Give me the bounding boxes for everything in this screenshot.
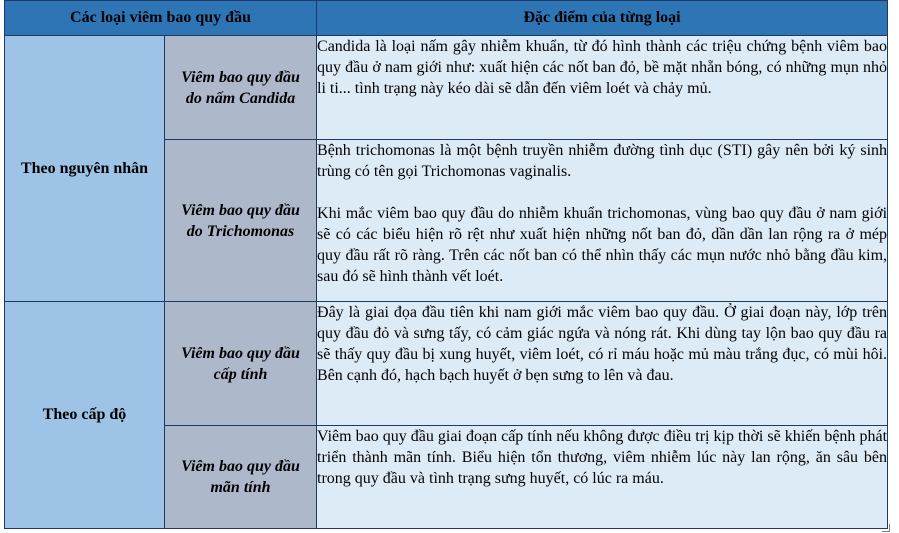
subtype-name-line1: Viêm bao quy đầu <box>181 68 300 86</box>
table-header-row <box>5 1 888 36</box>
subtype-candida <box>165 36 317 140</box>
description-paragraph: Đây là giai đọa đầu tiên khi nam giới mắc viêm bao quy đầu. Ở giai đoạn này, lớp trên quy đầu đỏ và sưng tấy, có cảm giác ngứa và nóng rát. Khi dùng tay lộn bao quy đầu ra sẽ thấy quy đầu bị xung huyết, viêm loét, có rỉ máu hoặc mủ màu trắng đục, có mùi hôi. Bên cạnh đó, hạch bạch huyết ở bẹn sưng to lên và đau. <box>317 304 888 384</box>
table-row <box>5 36 888 140</box>
subtype-name-line1: Viêm bao quy đầu <box>181 201 300 219</box>
category-by-severity: Theo cấp độ <box>5 302 165 529</box>
description-paragraph: Bệnh trichomonas là một bệnh truyền nhiễm đường tình dục (STI) gây nên bởi ký sinh trùng có tên gọi Trichomonas vaginalis. <box>317 142 888 180</box>
description-chronic <box>317 426 888 529</box>
description-paragraph: Viêm bao quy đầu giai đoạn cấp tính nếu không được điều trị kịp thời sẽ khiến bệnh phát triển thành mãn tính. Biểu hiện tổn thương, viêm nhiễm lúc này lan rộng, ăn sâu bên trong quy đầu và tình trạng sưng huyết, có lúc ra máu. <box>317 428 888 487</box>
balanitis-types-table <box>4 0 888 529</box>
subtype-name-line1: Viêm bao quy đầu <box>181 344 300 362</box>
page-corner-mark <box>882 524 890 532</box>
header-type-column: Các loại viêm bao quy đầu <box>5 1 317 36</box>
subtype-chronic <box>165 426 317 529</box>
subtype-name-line2: cấp tính <box>213 365 268 383</box>
description-trichomonas <box>317 140 888 302</box>
header-features-column: Đặc điểm của từng loại <box>317 1 888 36</box>
subtype-name-line2: do nấm Candida <box>185 89 296 107</box>
description-candida <box>317 36 888 140</box>
description-paragraph: Khi mắc viêm bao quy đầu do nhiễm khuẩn trichomonas, vùng bao quy đầu ở nam giới sẽ có các biểu hiện rõ rệt như xuất hiện những nốt ban đỏ, dần dần lan rộng ra ở mép quy đầu rất rõ ràng. Trên các nốt ban có thể nhìn thấy các mụn nước nhỏ bằng đầu kim, sau đó sẽ hình thành vết loét. <box>317 205 888 285</box>
subtype-name-line1: Viêm bao quy đầu <box>181 458 300 475</box>
subtype-name-line2: do Trichomonas <box>186 222 295 240</box>
subtype-name-line2: mãn tính <box>210 479 271 496</box>
category-by-cause: Theo nguyên nhân <box>5 36 165 302</box>
description-acute <box>317 302 888 426</box>
subtype-trichomonas <box>165 140 317 302</box>
table-row <box>5 302 888 426</box>
subtype-acute <box>165 302 317 426</box>
description-paragraph: Candida là loại nấm gây nhiễm khuẩn, từ đó hình thành các triệu chứng bệnh viêm bao quy đầu ở nam giới như: xuất hiện các nốt ban đỏ, bề mặt nhẵn bóng, có những mụn nhỏ li ti... tình trạng này kéo dài sẽ dẫn đến viêm loét và chảy mủ. <box>317 38 888 97</box>
